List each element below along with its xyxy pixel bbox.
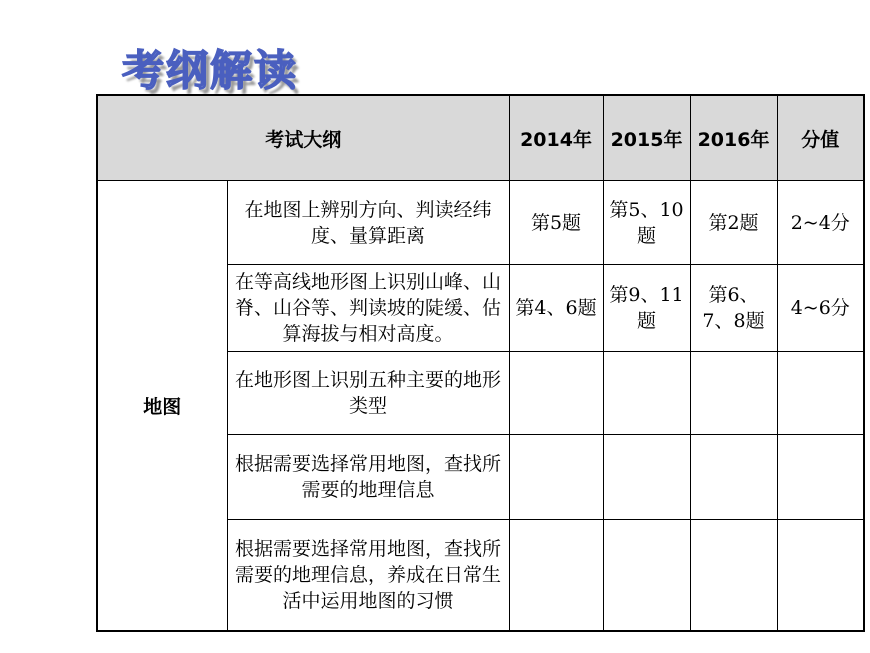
table-header-row	[97, 95, 864, 181]
cell-score: 2~4分	[777, 181, 864, 265]
cell-2015	[603, 435, 690, 520]
header-outline: 考试大纲	[97, 95, 509, 181]
cell-score	[777, 435, 864, 520]
cell-2014	[509, 435, 603, 520]
cell-2015	[603, 352, 690, 435]
cell-2016: 第6、7、8题	[690, 265, 777, 352]
category-cell: 地图	[97, 181, 227, 632]
header-score: 分值	[777, 95, 864, 181]
cell-2014	[509, 520, 603, 632]
cell-2015: 第5、10题	[603, 181, 690, 265]
header-2016: 2016年	[690, 95, 777, 181]
requirement-cell: 根据需要选择常用地图，查找所需要的地理信息	[227, 435, 509, 520]
cell-score: 4~6分	[777, 265, 864, 352]
header-2014: 2014年	[509, 95, 603, 181]
cell-2016	[690, 520, 777, 632]
cell-score	[777, 520, 864, 632]
cell-2016	[690, 435, 777, 520]
cell-2014	[509, 352, 603, 435]
cell-2014: 第4、6题	[509, 265, 603, 352]
table-row	[97, 181, 864, 265]
requirement-cell: 根据需要选择常用地图，查找所需要的地理信息，养成在日常生活中运用地图的习惯	[227, 520, 509, 632]
cell-2016: 第2题	[690, 181, 777, 265]
requirement-cell: 在等高线地形图上识别山峰、山脊、山谷等、判读坡的陡缓、估算海拔与相对高度。	[227, 265, 509, 352]
cell-2015: 第9、11题	[603, 265, 690, 352]
cell-2014: 第5题	[509, 181, 603, 265]
requirement-cell: 在地形图上识别五种主要的地形类型	[227, 352, 509, 435]
requirement-cell: 在地图上辨别方向、判读经纬度、量算距离	[227, 181, 509, 265]
cell-2015	[603, 520, 690, 632]
cell-score	[777, 352, 864, 435]
page-title: 考纲解读	[122, 46, 299, 95]
exam-outline-table	[96, 94, 865, 632]
header-2015: 2015年	[603, 95, 690, 181]
cell-2016	[690, 352, 777, 435]
